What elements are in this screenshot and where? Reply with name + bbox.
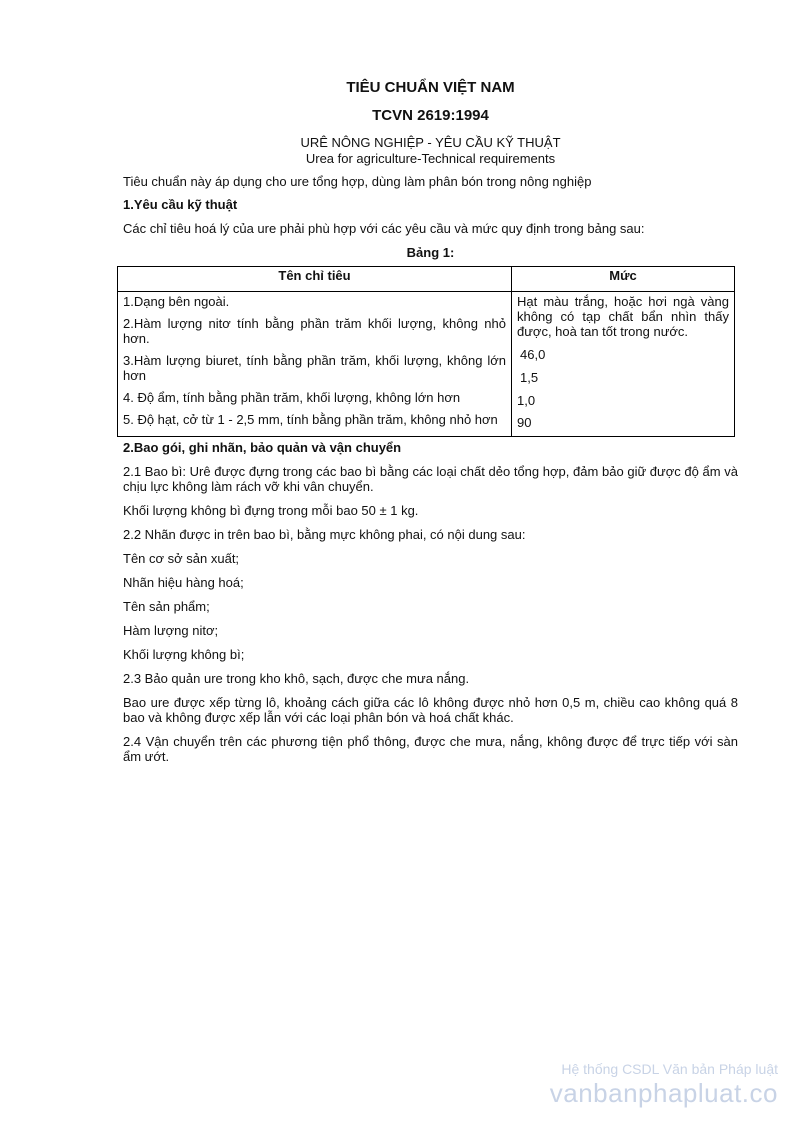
subtitle-english: Urea for agriculture-Technical requirements bbox=[305, 151, 556, 166]
label-item: Khối lượng không bì; bbox=[123, 647, 245, 662]
criteria-item: 2.Hàm lượng nitơ tính bằng phần trăm khối lượng, không nhỏ hơn. bbox=[123, 316, 506, 346]
level-item: Hạt màu trắng, hoặc hơi ngà vàng không có tạp chất bẩn nhìn thấy được, hoà tan tốt trong nước. bbox=[517, 294, 729, 339]
level-cell bbox=[512, 292, 735, 437]
requirements-table bbox=[117, 266, 735, 437]
section-1-heading: 1.Yêu cầu kỹ thuật bbox=[123, 197, 238, 212]
level-item: 90 bbox=[517, 415, 532, 430]
document-page bbox=[123, 78, 738, 764]
criteria-item: 1.Dạng bên ngoài. bbox=[123, 294, 230, 309]
header-level: Mức bbox=[512, 267, 735, 292]
scope-paragraph: Tiêu chuẩn này áp dụng cho ure tổng hợp, dùng làm phân bón trong nông nghiệp bbox=[123, 174, 592, 189]
section-2-heading: 2.Bao gói, ghi nhãn, bảo quản và vận chuyển bbox=[123, 440, 402, 455]
header-criteria: Tên chỉ tiêu bbox=[118, 267, 512, 292]
standard-code: TCVN 2619:1994 bbox=[372, 107, 489, 124]
subtitle-vietnamese: URÊ NÔNG NGHIỆP - YÊU CẦU KỸ THUẬT bbox=[300, 135, 561, 150]
net-weight-paragraph: Khối lượng không bì đựng trong mỗi bao 50 ± 1 kg. bbox=[123, 503, 419, 518]
level-item: 1,5 bbox=[520, 370, 539, 385]
watermark-line-1: Hệ thống CSDL Văn bản Pháp luật bbox=[561, 1061, 778, 1077]
level-item: 1,0 bbox=[517, 393, 536, 408]
storage-paragraph: 2.3 Bảo quản ure trong kho khô, sạch, được che mưa nắng. bbox=[123, 671, 470, 686]
section-1-text: Các chỉ tiêu hoá lý của ure phải phù hợp với các yêu cầu và mức quy định trong bảng sau: bbox=[123, 221, 645, 236]
criteria-item: 4. Độ ẩm, tính bằng phần trăm, khối lượng, không lớn hơn bbox=[123, 390, 461, 405]
criteria-item: 3.Hàm lượng biuret, tính bằng phần trăm, khối lượng, không lớn hơn bbox=[123, 353, 506, 383]
table-header-row bbox=[118, 267, 735, 292]
criteria-cell bbox=[118, 292, 512, 437]
watermark-line-2: vanbanphapluat.co bbox=[549, 1078, 778, 1108]
label-item: Tên cơ sở sản xuất; bbox=[123, 551, 240, 566]
watermark bbox=[550, 1060, 778, 1108]
table-row bbox=[118, 292, 735, 437]
criteria-item: 5. Độ hạt, cở từ 1 - 2,5 mm, tính bằng phần trăm, không nhỏ hơn bbox=[123, 412, 498, 427]
stacking-paragraph: Bao ure được xếp từng lô, khoảng cách giữa các lô không được nhỏ hơn 0,5 m, chiều cao không quá 8 bao và không được xếp lẫn với các loại phân bón và hoá chất khác. bbox=[123, 695, 738, 725]
label-item: Tên sản phẩm; bbox=[123, 599, 210, 614]
document-title: TIÊU CHUẨN VIỆT NAM bbox=[346, 79, 515, 96]
label-paragraph: 2.2 Nhãn được in trên bao bì, bằng mực không phai, có nội dung sau: bbox=[123, 527, 526, 542]
level-item: 46,0 bbox=[520, 347, 546, 362]
label-item: Nhãn hiệu hàng hoá; bbox=[123, 575, 244, 590]
label-item: Hàm lượng nitơ; bbox=[123, 623, 219, 638]
transport-paragraph: 2.4 Vận chuyển trên các phương tiện phổ thông, được che mưa, nắng, không được để trực tiếp với sàn ẩm ướt. bbox=[123, 734, 738, 764]
table-caption: Bảng 1: bbox=[406, 245, 455, 260]
packaging-paragraph: 2.1 Bao bì: Urê được đựng trong các bao bì bằng các loại chất dẻo tổng hợp, đảm bảo giữ được độ ẩm và chịu lực không làm rách vỡ khi vân chuyển. bbox=[123, 464, 738, 494]
